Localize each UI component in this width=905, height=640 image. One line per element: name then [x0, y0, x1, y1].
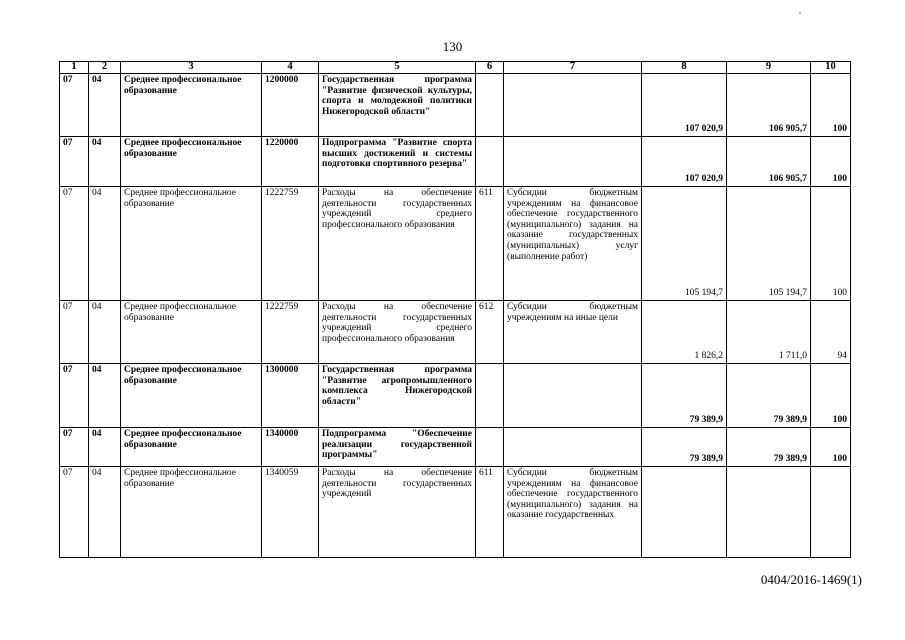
- target-item-name: Государственная программа "Развитие агропромышленного комплекса Нижегородской области": [319, 364, 476, 428]
- planned-amount: 79 389,9: [642, 428, 727, 467]
- execution-percent: 100: [811, 74, 851, 137]
- execution-percent: 94: [811, 301, 851, 364]
- section-code: 07: [60, 467, 89, 558]
- target-item-name: Расходы на обеспечение деятельности государственных учреждений среднего профессионального образования: [319, 187, 476, 301]
- header-cell: 3: [121, 62, 262, 74]
- section-code: 07: [60, 301, 89, 364]
- executed-amount: 79 389,9: [727, 428, 811, 467]
- target-item-name: Расходы на обеспечение деятельности государственных учреждений среднего профессионального образования: [319, 301, 476, 364]
- expense-type-name: Субсидии бюджетным учреждениям на финансовое обеспечение государственного (муниципального) задания на оказание государственных (муниципальных) услуг (выполнение работ): [504, 187, 642, 301]
- scan-speck: [799, 12, 801, 14]
- subsection-code: 04: [89, 364, 121, 428]
- table-row: [60, 187, 851, 301]
- subsection-name: Среднее профессиональное образование: [121, 187, 262, 301]
- execution-percent: 100: [811, 428, 851, 467]
- section-code: 07: [60, 428, 89, 467]
- target-item-code: 1200000: [262, 74, 319, 137]
- expense-type-name: [504, 364, 642, 428]
- header-cell: 4: [262, 62, 319, 74]
- header-cell: 10: [811, 62, 851, 74]
- expense-type-name: [504, 428, 642, 467]
- document-code: 0404/2016-1469(1): [760, 572, 862, 587]
- executed-amount: 106 905,7: [727, 74, 811, 137]
- table-row: [60, 74, 851, 137]
- header-cell: 5: [319, 62, 476, 74]
- executed-amount: 1 711,0: [727, 301, 811, 364]
- expense-type-code: 612: [476, 301, 504, 364]
- expense-type-code: [476, 137, 504, 187]
- target-item-name: Расходы на обеспечение деятельности государственных учреждений: [319, 467, 476, 558]
- execution-percent: 100: [811, 364, 851, 428]
- executed-amount: 79 389,9: [727, 364, 811, 428]
- expense-type-code: [476, 364, 504, 428]
- subsection-code: 04: [89, 467, 121, 558]
- subsection-name: Среднее профессиональное образование: [121, 467, 262, 558]
- expense-type-code: 611: [476, 187, 504, 301]
- target-item-code: 1220000: [262, 137, 319, 187]
- expense-type-name: [504, 74, 642, 137]
- page-number: 130: [442, 39, 463, 54]
- expense-type-name: Субсидии бюджетным учреждениям на иные цели: [504, 301, 642, 364]
- target-item-code: 1300000: [262, 364, 319, 428]
- expense-type-code: [476, 428, 504, 467]
- planned-amount: 107 020,9: [642, 74, 727, 137]
- expense-type-code: 611: [476, 467, 504, 558]
- target-item-code: 1340000: [262, 428, 319, 467]
- header-cell: 1: [60, 62, 89, 74]
- execution-percent: 100: [811, 187, 851, 301]
- table-row: [60, 428, 851, 467]
- executed-amount: 105 194,7: [727, 187, 811, 301]
- section-code: 07: [60, 364, 89, 428]
- header-cell: 6: [476, 62, 504, 74]
- header-cell: 9: [727, 62, 811, 74]
- section-code: 07: [60, 74, 89, 137]
- execution-percent: [811, 467, 851, 558]
- target-item-code: 1222759: [262, 187, 319, 301]
- subsection-code: 04: [89, 428, 121, 467]
- budget-table: [59, 61, 851, 558]
- table-header-row: [60, 62, 851, 74]
- subsection-name: Среднее профессиональное образование: [121, 428, 262, 467]
- target-item-name: Государственная программа "Развитие физической культуры, спорта и молодежной политики Нижегородской области": [319, 74, 476, 137]
- target-item-name: Подпрограмма "Развитие спорта высших достижений и системы подготовки спортивного резерва": [319, 137, 476, 187]
- expense-type-name: Субсидии бюджетным учреждениям на финансовое обеспечение государственного (муниципального) задания на оказание государственных: [504, 467, 642, 558]
- subsection-name: Среднее профессиональное образование: [121, 364, 262, 428]
- expense-type-code: [476, 74, 504, 137]
- target-item-code: 1222759: [262, 301, 319, 364]
- table-row: [60, 137, 851, 187]
- subsection-name: Среднее профессиональное образование: [121, 301, 262, 364]
- subsection-code: 04: [89, 301, 121, 364]
- planned-amount: [642, 467, 727, 558]
- target-item-name: Подпрограмма "Обеспечение реализации государственной программы": [319, 428, 476, 467]
- table-row: [60, 301, 851, 364]
- expense-type-name: [504, 137, 642, 187]
- header-cell: 7: [504, 62, 642, 74]
- table-row: [60, 364, 851, 428]
- planned-amount: 105 194,7: [642, 187, 727, 301]
- table-row: [60, 467, 851, 558]
- executed-amount: [727, 467, 811, 558]
- section-code: 07: [60, 187, 89, 301]
- header-cell: 8: [642, 62, 727, 74]
- subsection-code: 04: [89, 137, 121, 187]
- planned-amount: 1 826,2: [642, 301, 727, 364]
- planned-amount: 107 020,9: [642, 137, 727, 187]
- subsection-name: Среднее профессиональное образование: [121, 137, 262, 187]
- execution-percent: 100: [811, 137, 851, 187]
- header-cell: 2: [89, 62, 121, 74]
- subsection-code: 04: [89, 74, 121, 137]
- planned-amount: 79 389,9: [642, 364, 727, 428]
- target-item-code: 1340059: [262, 467, 319, 558]
- executed-amount: 106 905,7: [727, 137, 811, 187]
- subsection-code: 04: [89, 187, 121, 301]
- subsection-name: Среднее профессиональное образование: [121, 74, 262, 137]
- section-code: 07: [60, 137, 89, 187]
